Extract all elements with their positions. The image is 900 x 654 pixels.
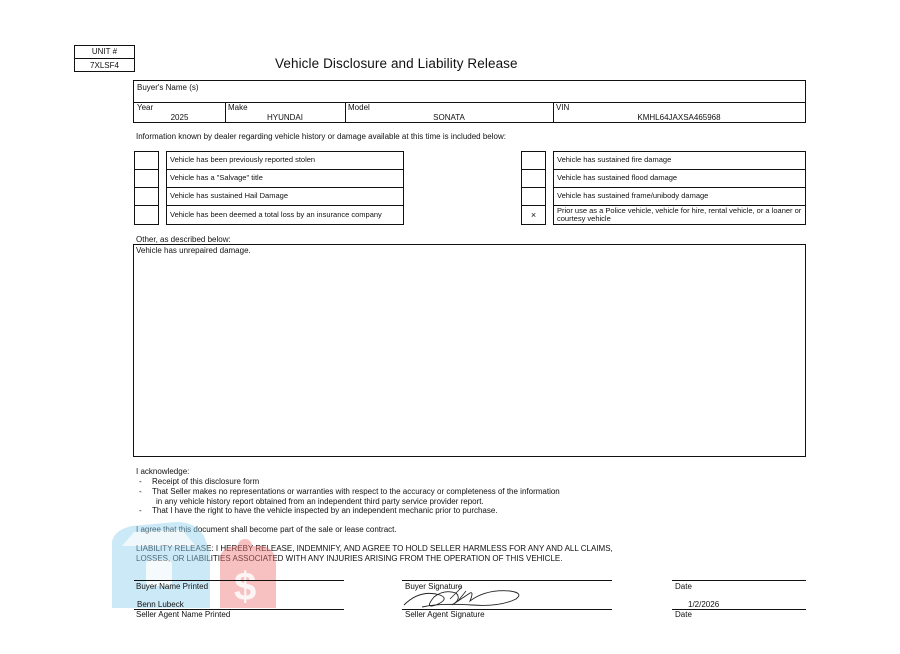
model-cell[interactable] — [345, 103, 554, 122]
ack-item-2: That Seller makes no representations or warranties with respect to the accuracy or completeness of the information — [152, 487, 560, 496]
seller-date-line — [672, 609, 806, 610]
make-value: HYUNDAI — [266, 113, 303, 122]
seller-signature-image — [400, 585, 530, 611]
checkbox-salvage[interactable] — [134, 169, 159, 188]
svg-text:$: $ — [234, 565, 257, 609]
seller-date-label: Date — [675, 610, 692, 619]
item-frame: Vehicle has sustained frame/unibody damage — [553, 187, 806, 206]
ack-item-3: That I have the right to have the vehicle inspected by an independent mechanic prior to purchase. — [152, 506, 498, 515]
buyer-date-line — [672, 580, 806, 581]
model-value: SONATA — [433, 113, 465, 122]
item-police: Prior use as a Police vehicle, vehicle for hire, rental vehicle, or a loaner or courtesy vehicle — [553, 205, 806, 225]
buyer-signature-line — [402, 580, 612, 581]
item-fire: Vehicle has sustained fire damage — [553, 151, 806, 170]
year-value: 2025 — [170, 113, 189, 122]
checkbox-stolen[interactable] — [134, 151, 159, 170]
watermark-logo — [104, 512, 294, 612]
ack-item-1: Receipt of this disclosure form — [152, 477, 260, 486]
checkbox-hail[interactable] — [134, 187, 159, 206]
buyer-name-field[interactable] — [133, 80, 806, 103]
buyer-name-label: Buyer's Name (s) — [137, 83, 199, 92]
other-text: Vehicle has unrepaired damage. — [136, 246, 251, 255]
buyer-date-label: Date — [675, 582, 692, 591]
item-total-loss: Vehicle has been deemed a total loss by an insurance company — [166, 205, 404, 225]
other-textarea[interactable] — [133, 244, 806, 457]
unit-value: 7XLSF4 — [90, 61, 119, 70]
liability-line-1: LIABILITY RELEASE: I HEREBY RELEASE, INDEMNIFY, AND AGREE TO HOLD SELLER HARMLESS FOR ANY AND ALL CLAIMS, — [136, 544, 613, 553]
checkbox-frame[interactable] — [521, 187, 546, 206]
buyer-signature-label: Buyer Signature — [405, 582, 463, 591]
year-label: Year — [137, 103, 154, 112]
buyer-name-line — [134, 580, 344, 581]
item-stolen: Vehicle has been previously reported stolen — [166, 151, 404, 170]
ack-dash-1: - — [139, 477, 142, 486]
other-label: Other, as described below: — [136, 235, 231, 244]
item-salvage: Vehicle has a "Salvage" title — [166, 169, 404, 188]
year-cell[interactable] — [134, 103, 226, 122]
buyer-name-printed-label: Buyer Name Printed — [136, 582, 209, 591]
vin-cell[interactable] — [553, 103, 805, 122]
page-title: Vehicle Disclosure and Liability Release — [275, 56, 518, 71]
seller-signature-label: Seller Agent Signature — [405, 610, 485, 619]
unit-box — [74, 45, 135, 72]
checkbox-total-loss[interactable] — [134, 205, 159, 225]
item-flood: Vehicle has sustained flood damage — [553, 169, 806, 188]
seller-name-value: Benn Lubeck — [137, 600, 184, 609]
agree-text: I agree that this document shall become part of the sale or lease contract. — [136, 525, 397, 534]
info-heading: Information known by dealer regarding vehicle history or damage available at this time is included below: — [136, 132, 506, 141]
ack-item-2-cont: in any vehicle history report obtained from an independent third party service provider report. — [156, 497, 484, 506]
vin-value: KMHL64JAXSA465968 — [637, 113, 721, 122]
make-cell[interactable] — [225, 103, 346, 122]
checkbox-police[interactable]: × — [521, 205, 546, 225]
item-hail: Vehicle has sustained Hail Damage — [166, 187, 404, 206]
unit-label: UNIT # — [91, 47, 118, 56]
make-label: Make — [228, 103, 248, 112]
seller-date-value: 1/2/2026 — [688, 600, 720, 609]
model-label: Model — [348, 103, 370, 112]
liability-line-2: LOSSES, OR LIABILITIES ASSOCIATED WITH ANY INJURIES ARISING FROM THE OPERATION OF THIS VEHICLE. — [136, 554, 563, 563]
checkbox-fire[interactable] — [521, 151, 546, 170]
ack-dash-2: - — [139, 487, 142, 496]
checkbox-flood[interactable] — [521, 169, 546, 188]
seller-name-printed-label: Seller Agent Name Printed — [136, 610, 231, 619]
acknowledge-heading: I acknowledge: — [136, 467, 190, 476]
vin-label: VIN — [556, 103, 570, 112]
ack-dash-3: - — [139, 506, 142, 515]
vehicle-row — [133, 102, 806, 123]
